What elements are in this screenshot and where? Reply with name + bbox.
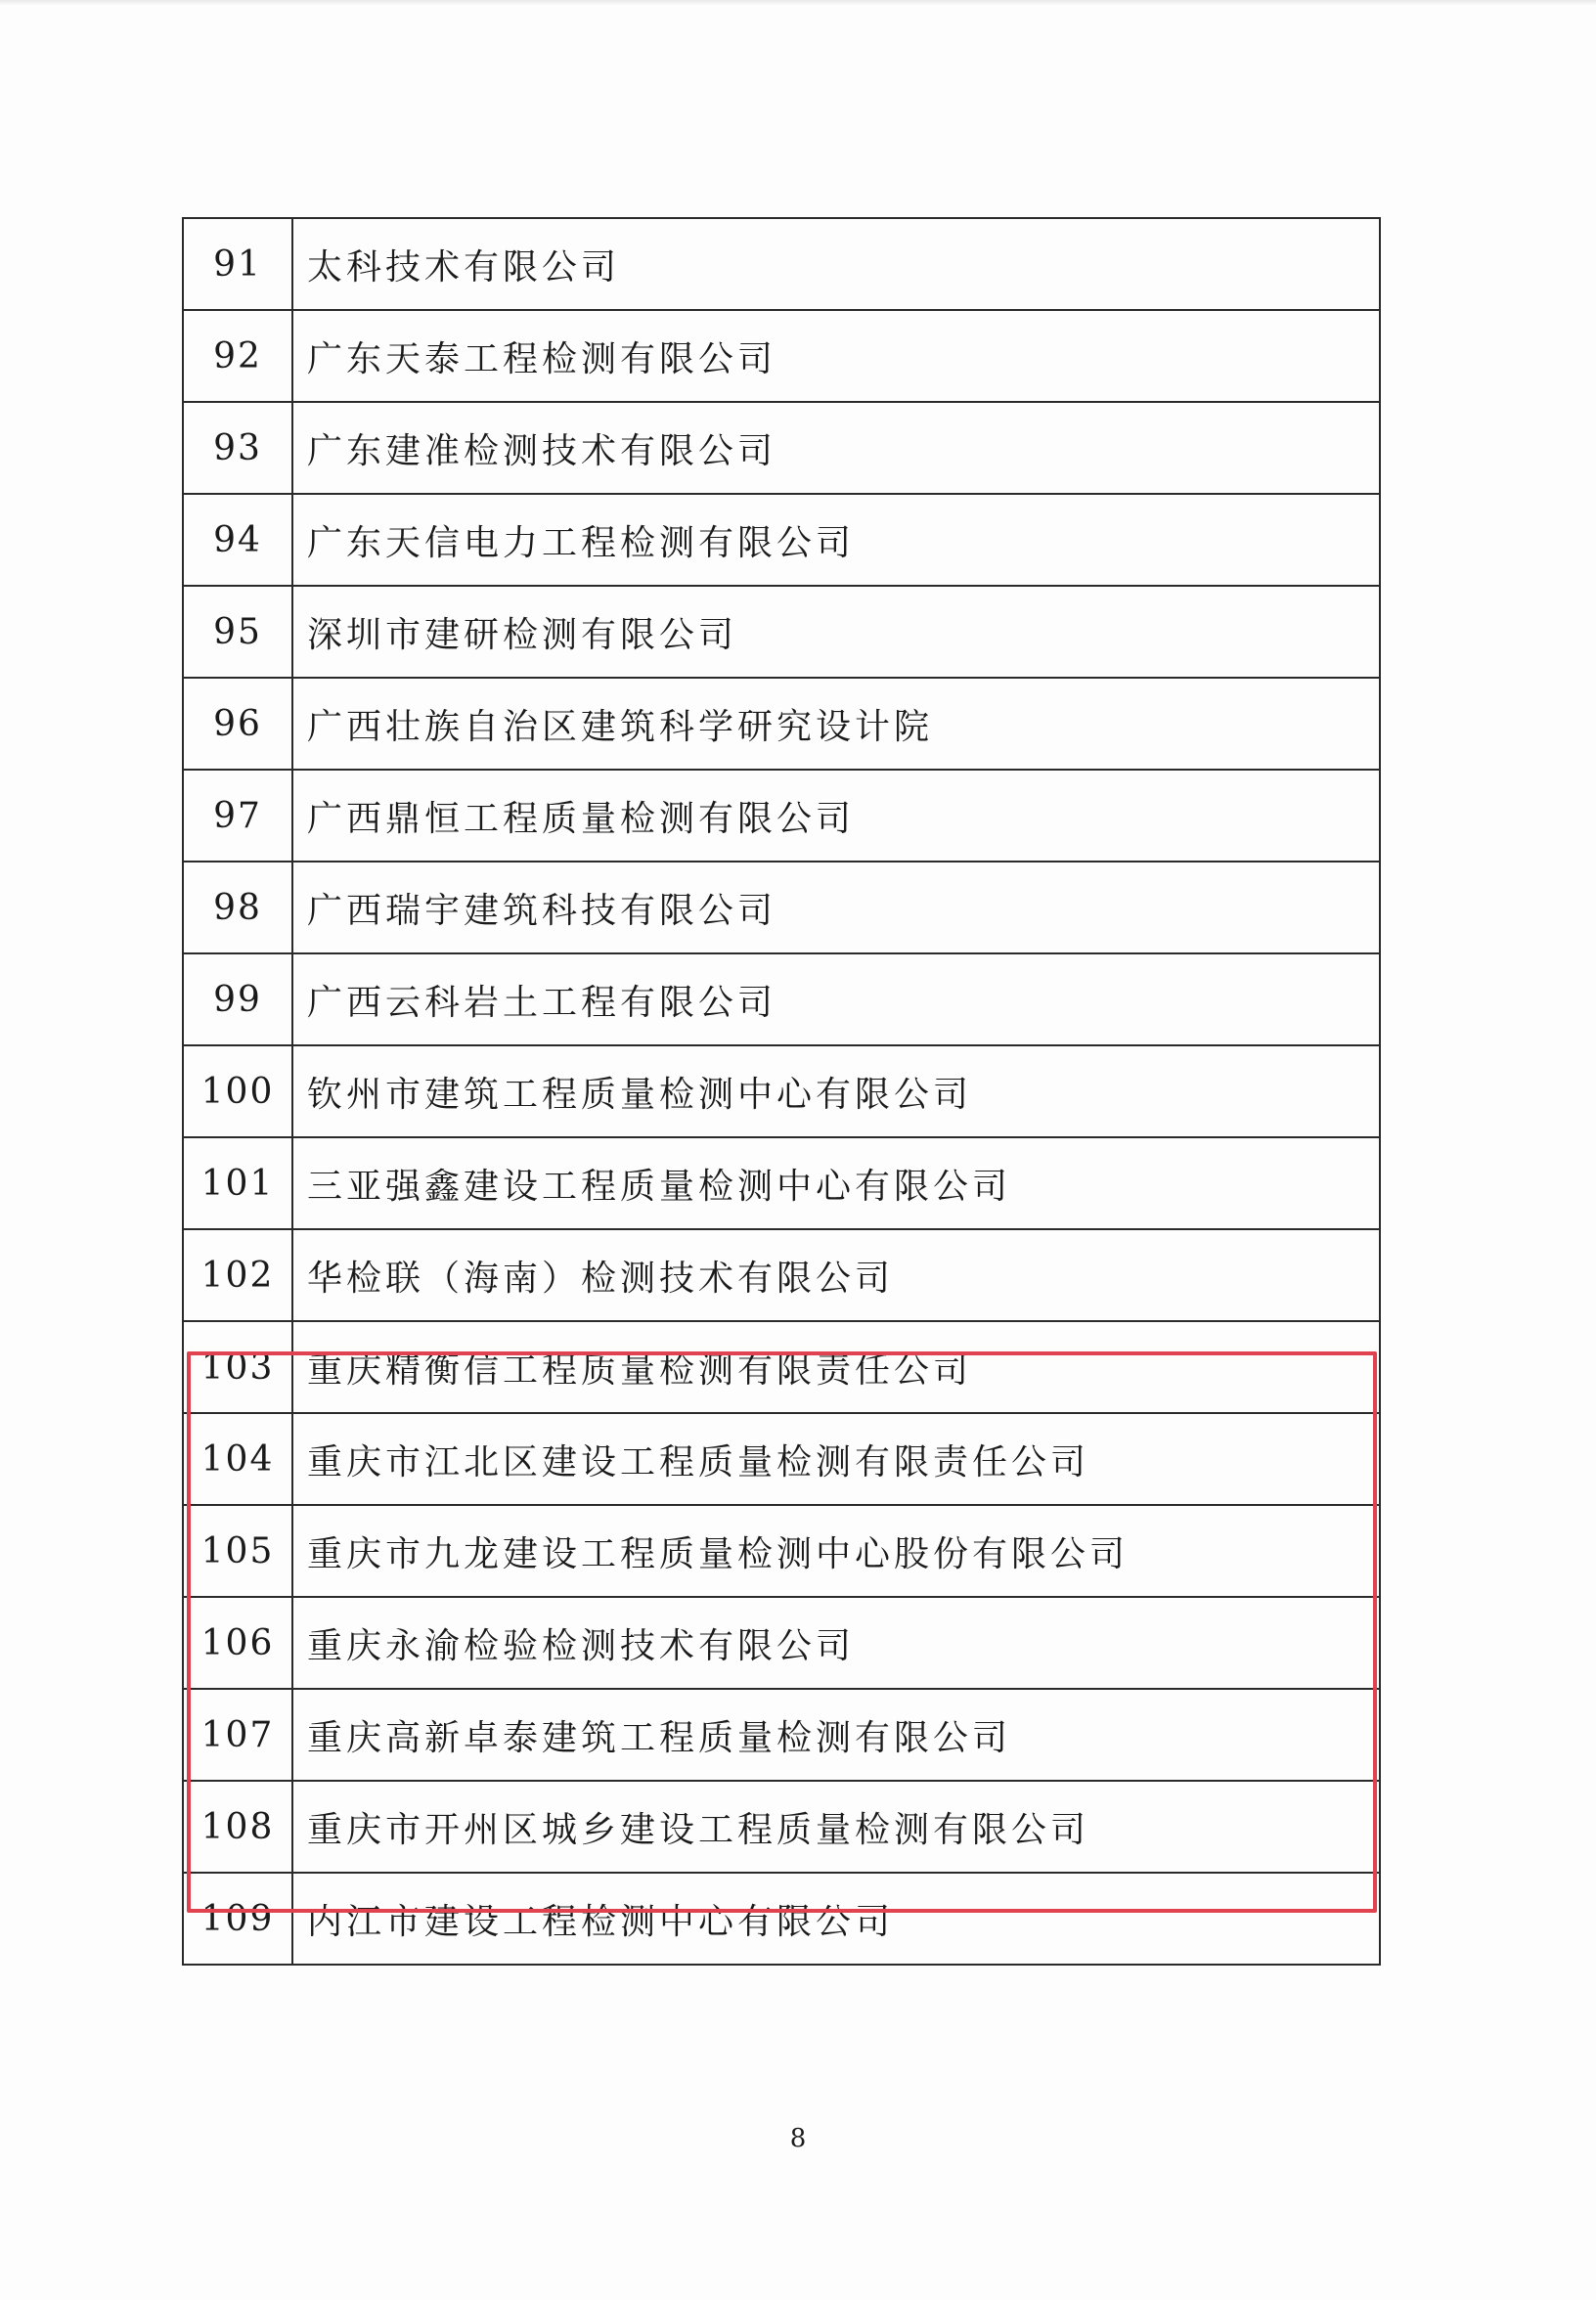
row-index: 100 (183, 1045, 292, 1137)
row-index: 103 (183, 1321, 292, 1413)
row-index: 107 (183, 1689, 292, 1781)
table-row (183, 862, 1380, 953)
company-name: 广东建准检测技术有限公司 (292, 402, 1380, 494)
company-name: 广东天泰工程检测有限公司 (292, 310, 1380, 402)
row-index: 91 (183, 218, 292, 310)
table-row (183, 1689, 1380, 1781)
table-row (183, 1781, 1380, 1873)
table-row (183, 494, 1380, 586)
table-row (183, 953, 1380, 1045)
company-name: 重庆市江北区建设工程质量检测有限责任公司 (292, 1413, 1380, 1505)
page-number: 8 (789, 2124, 807, 2153)
company-name: 三亚强鑫建设工程质量检测中心有限公司 (292, 1137, 1380, 1229)
table-row (183, 1137, 1380, 1229)
table-row (183, 770, 1380, 862)
row-index: 101 (183, 1137, 292, 1229)
row-index: 93 (183, 402, 292, 494)
company-name: 广西鼎恒工程质量检测有限公司 (292, 770, 1380, 862)
table-row (183, 1045, 1380, 1137)
table-row (183, 678, 1380, 770)
company-list-table (182, 217, 1381, 1966)
row-index: 94 (183, 494, 292, 586)
company-name: 重庆市开州区城乡建设工程质量检测有限公司 (292, 1781, 1380, 1873)
table-row (183, 1873, 1380, 1965)
table-row (183, 1505, 1380, 1597)
company-name: 重庆高新卓泰建筑工程质量检测有限公司 (292, 1689, 1380, 1781)
company-name: 广西壮族自治区建筑科学研究设计院 (292, 678, 1380, 770)
company-name: 内江市建设工程检测中心有限公司 (292, 1873, 1380, 1965)
row-index: 97 (183, 770, 292, 862)
scan-top-edge (0, 0, 1596, 6)
company-name: 重庆市九龙建设工程质量检测中心股份有限公司 (292, 1505, 1380, 1597)
company-name: 广东天信电力工程检测有限公司 (292, 494, 1380, 586)
company-name: 广西瑞宇建筑科技有限公司 (292, 862, 1380, 953)
company-name: 重庆精衡信工程质量检测有限责任公司 (292, 1321, 1380, 1413)
table-row (183, 1229, 1380, 1321)
company-name: 广西云科岩土工程有限公司 (292, 953, 1380, 1045)
company-name: 重庆永渝检验检测技术有限公司 (292, 1597, 1380, 1689)
company-name: 华检联（海南）检测技术有限公司 (292, 1229, 1380, 1321)
row-index: 95 (183, 586, 292, 678)
row-index: 104 (183, 1413, 292, 1505)
row-index: 99 (183, 953, 292, 1045)
table-row (183, 1321, 1380, 1413)
row-index: 105 (183, 1505, 292, 1597)
table-row (183, 402, 1380, 494)
table-row (183, 1413, 1380, 1505)
row-index: 109 (183, 1873, 292, 1965)
company-name: 深圳市建研检测有限公司 (292, 586, 1380, 678)
company-name: 钦州市建筑工程质量检测中心有限公司 (292, 1045, 1380, 1137)
table-row (183, 1597, 1380, 1689)
row-index: 98 (183, 862, 292, 953)
table-row (183, 310, 1380, 402)
row-index: 106 (183, 1597, 292, 1689)
company-name: 太科技术有限公司 (292, 218, 1380, 310)
row-index: 96 (183, 678, 292, 770)
table-row (183, 218, 1380, 310)
row-index: 92 (183, 310, 292, 402)
row-index: 108 (183, 1781, 292, 1873)
table-row (183, 586, 1380, 678)
row-index: 102 (183, 1229, 292, 1321)
